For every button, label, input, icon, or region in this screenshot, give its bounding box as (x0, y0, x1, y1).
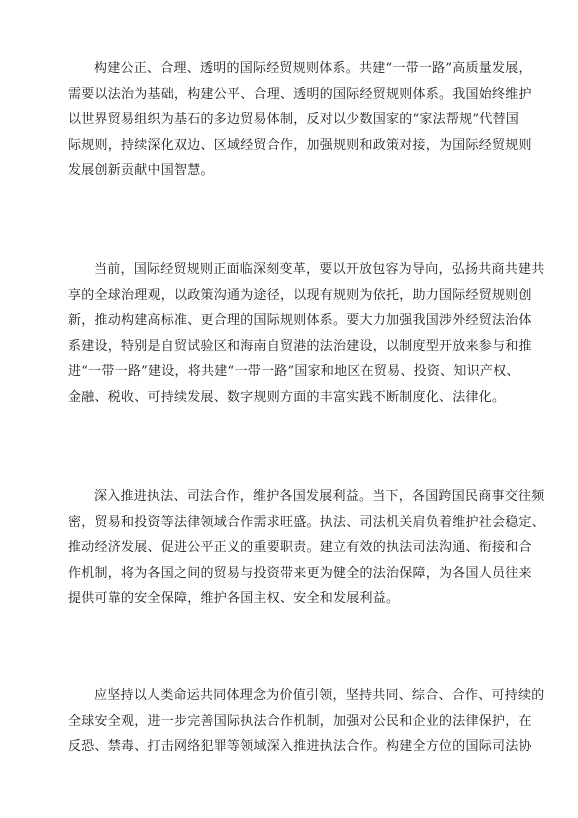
paragraph-2 (68, 257, 545, 410)
paragraph-line: 金融、税收、可持续发展、数字规则方面的丰富实践不断制度化、法律化。 (68, 389, 506, 405)
paragraph-line: 享的全球治理观，以政策沟通为途径，以现有规则为依托，助力国际经贸规则创 (68, 287, 532, 303)
paragraph-line: 新，推动构建高标准、更合理的国际规则体系。要大力加强我国涉外经贸法治体 (68, 313, 532, 328)
paragraph-line: 全球安全观，进一步完善国际执法合作机制，加强对公民和企业的法律保护，在 (68, 713, 532, 729)
paragraph-line: 进“一带一路”建设，将共建“一带一路”国家和地区在贸易、投资、知识产权、 (68, 364, 520, 379)
paragraph-line: 际规则，持续深化双边、区域经贸合作，加强规则和政策对接，为国际经贸规则 (68, 137, 532, 153)
paragraph-line: 反恐、禁毒、打击网络犯罪等领域深入推进执法合作。构建全方位的国际司法协 (68, 739, 532, 754)
paragraph-line: 以世界贸易组织为基石的多边贸易体制，反对以少数国家的“家法帮规”代替国 (68, 112, 520, 127)
paragraph-line: 应坚持以人类命运共同体理念为价值引领，坚持共同、综合、合作、可持续的 (94, 688, 545, 703)
paragraph-line: 需要以法治为基础，构建公平、合理、透明的国际经贸规则体系。我国始终维护 (68, 86, 532, 102)
paragraph-line: 推动经济发展、促进公平正义的重要职责。建立有效的执法司法沟通、衔接和合 (68, 540, 532, 555)
paragraph-1 (68, 56, 538, 184)
paragraph-line: 发展创新贡献中国智慧。 (68, 163, 214, 178)
paragraph-line: 深入推进执法、司法合作，维护各国发展利益。当下，各国跨国民商事交往频 (94, 489, 545, 504)
paragraph-line: 密，贸易和投资等法律领域合作需求旺盛。执法、司法机关肩负着维护社会稳定、 (68, 514, 546, 530)
paragraph-line: 构建公正、合理、透明的国际经贸规则体系。共建“一带一路”高质量发展， (94, 61, 532, 76)
paragraph-4 (68, 683, 545, 760)
paragraph-3 (68, 484, 546, 612)
paragraph-line: 提供可靠的安全保障，维护各国主权、安全和发展利益。 (68, 591, 400, 606)
paragraph-line: 系建设，特别是自贸试验区和海南自贸港的法治建设，以制度型开放来参与和推 (68, 338, 532, 354)
paragraph-line: 作机制，将为各国之间的贸易与投资带来更为健全的法治保障，为各国人员往来 (68, 565, 532, 581)
paragraph-line: 当前，国际经贸规则正面临深刻变革，要以开放包容为导向，弘扬共商共建共 (94, 262, 545, 277)
